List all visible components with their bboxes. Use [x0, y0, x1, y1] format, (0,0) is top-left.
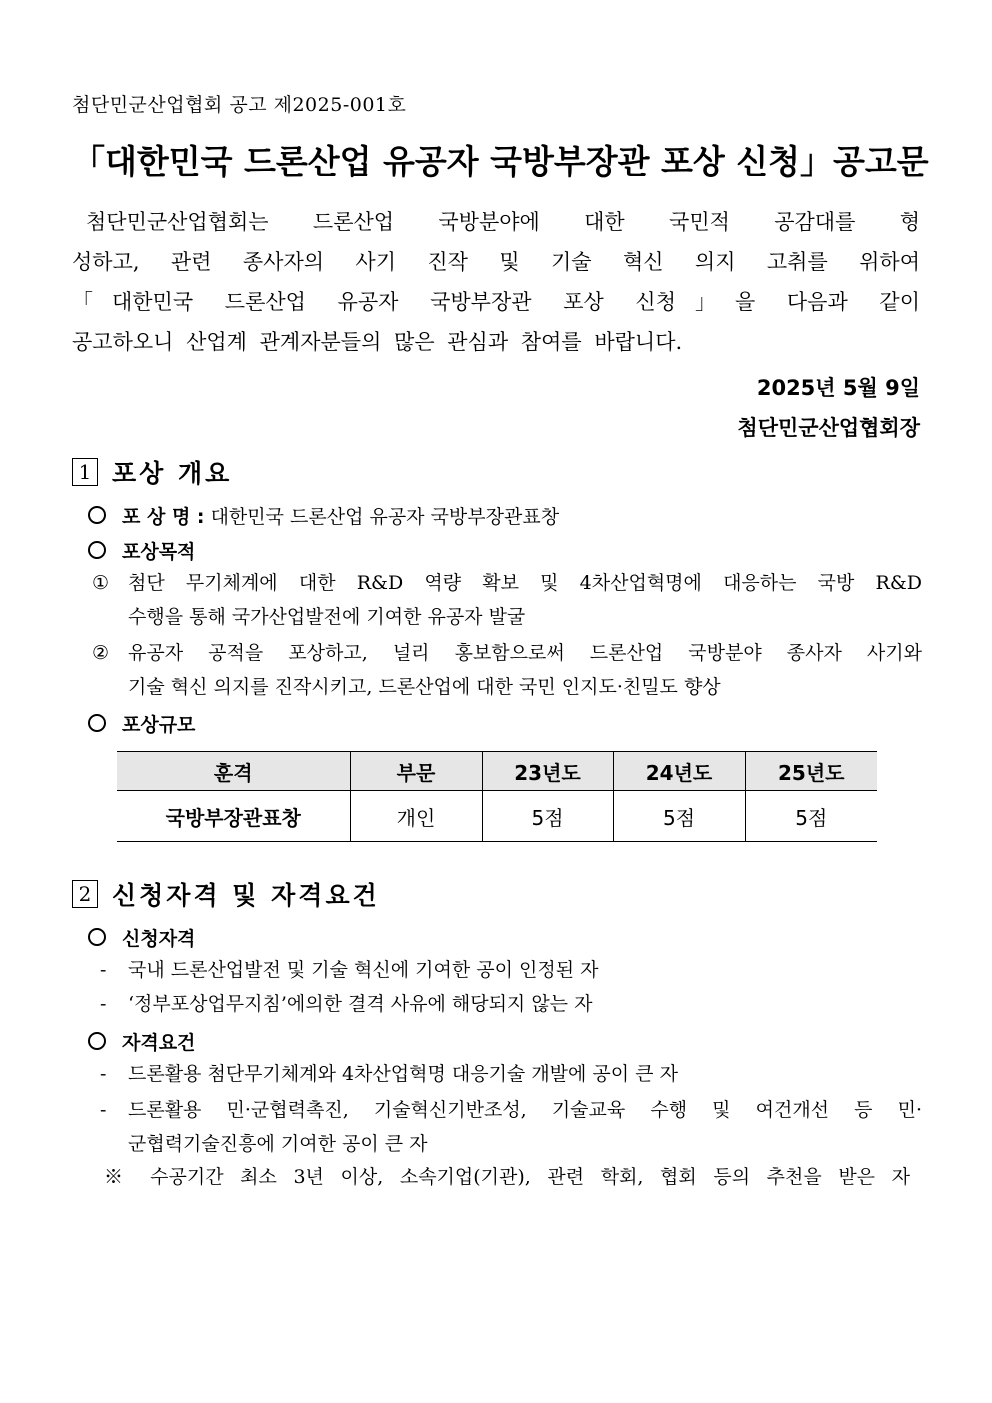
circle-bullet-icon [88, 541, 106, 559]
scale-heading [88, 710, 195, 737]
reference-mark-icon: ※ [104, 1166, 134, 1188]
section-2-heading [72, 876, 380, 912]
notice-number: 첨단민군산업협회 공고 제2025-001호 [72, 94, 407, 116]
table-header-cell: 24년도 [613, 752, 745, 791]
qualification-label: 신청자격 [122, 928, 196, 950]
section-1-title: 포상 개요 [112, 459, 233, 488]
table-header-cell: 부문 [350, 752, 482, 791]
requirement-line: 드론활용 민·군협력촉진, 기술혁신기반조성, 기술교육 수행 및 여건개선 등 민· [128, 1099, 922, 1121]
table-header-cell: 25년도 [745, 752, 877, 791]
qualification-text: ‘정부포상업무지침’에의한 결격 사유에 해당되지 않는 자 [128, 993, 593, 1015]
table-cell: 5점 [613, 791, 745, 842]
circled-number-1-icon: ① [92, 572, 110, 594]
intro-paragraph [72, 202, 920, 362]
section-2-number: 2 [72, 880, 98, 908]
requirement-line: 군협력기술진흥에 기여한 공이 큰 자 [128, 1133, 428, 1155]
table-row [117, 791, 877, 842]
purpose-text [128, 566, 922, 634]
purpose-line: 기술 혁신 의지를 진작시키고, 드론산업에 대한 국민 인지도·친밀도 향상 [128, 676, 721, 698]
requirement-text: 드론활용 첨단무기체계와 4차산업혁명 대응기술 개발에 공이 큰 자 [128, 1063, 678, 1085]
table-header-cell: 23년도 [482, 752, 613, 791]
qualification-heading [88, 924, 195, 951]
requirement-text [128, 1093, 922, 1161]
table-cell: 개인 [350, 791, 482, 842]
section-1-number: 1 [72, 458, 98, 486]
table-header-row [117, 752, 877, 791]
dash-marker: - [100, 1063, 107, 1085]
notice-date: 2025년 5월 9일 [756, 376, 920, 400]
section-1-heading [72, 454, 232, 490]
purpose-item-1 [92, 566, 922, 634]
scale-label: 포상규모 [122, 714, 196, 736]
table-cell: 5점 [482, 791, 613, 842]
table-header-cell: 훈격 [117, 752, 350, 791]
award-scale-table [117, 751, 877, 842]
intro-line: 첨단민군산업협회는 드론산업 국방분야에 대한 국민적 공감대를 형 [86, 210, 920, 234]
award-name-label: 포 상 명 : [122, 506, 205, 528]
circle-bullet-icon [88, 714, 106, 732]
purpose-line: 수행을 통해 국가산업발전에 기여한 유공자 발굴 [128, 606, 526, 628]
circle-bullet-icon [88, 506, 106, 524]
purpose-line: 첨단 무기체계에 대한 R&D 역량 확보 및 4차산업혁명에 대응하는 국방 R&D [128, 572, 922, 594]
table-cell: 국방부장관표창 [117, 791, 350, 842]
award-name-value: 대한민국 드론산업 유공자 국방부장관표창 [210, 506, 560, 528]
dash-marker: - [100, 959, 107, 981]
intro-line: 「대한민국 드론산업 유공자 국방부장관 포상 신청」을 다음과 같이 [72, 290, 920, 314]
purpose-text [128, 636, 922, 704]
purpose-line: 유공자 공적을 포상하고, 널리 홍보함으로써 드론산업 국방분야 종사자 사기와 [128, 642, 922, 664]
dash-marker: - [100, 1099, 107, 1121]
dash-marker: - [100, 993, 107, 1015]
section-2-title: 신청자격 및 자격요건 [112, 881, 380, 910]
purpose-label: 포상목적 [122, 541, 196, 563]
qualification-item-1 [100, 953, 922, 987]
requirement-heading [88, 1028, 195, 1055]
purpose-heading [88, 537, 195, 564]
circled-number-2-icon: ② [92, 642, 110, 664]
intro-line: 성하고, 관련 종사자의 사기 진작 및 기술 혁신 의지 고취를 위하여 [72, 250, 920, 274]
note-text: 수공기간 최소 3년 이상, 소속기업(기관), 관련 학회, 협회 등의 추천을 받은 자 [150, 1166, 910, 1188]
issuer-name: 첨단민군산업협회장 [737, 416, 920, 440]
table-cell: 5점 [745, 791, 877, 842]
circle-bullet-icon [88, 1032, 106, 1050]
purpose-item-2 [92, 636, 922, 704]
requirement-label: 자격요건 [122, 1032, 196, 1054]
intro-line: 공고하오니 산업계 관계자분들의 많은 관심과 참여를 바랍니다. [72, 330, 683, 354]
award-name-item [88, 502, 559, 529]
requirement-item-1 [100, 1057, 922, 1091]
requirement-item-2 [100, 1093, 922, 1161]
qualification-item-2 [100, 987, 922, 1021]
document-title: 「대한민국 드론산업 유공자 국방부장관 포상 신청」공고문 [72, 142, 929, 181]
note-line [104, 1162, 910, 1189]
circle-bullet-icon [88, 928, 106, 946]
qualification-text: 국내 드론산업발전 및 기술 혁신에 기여한 공이 인정된 자 [128, 959, 599, 981]
